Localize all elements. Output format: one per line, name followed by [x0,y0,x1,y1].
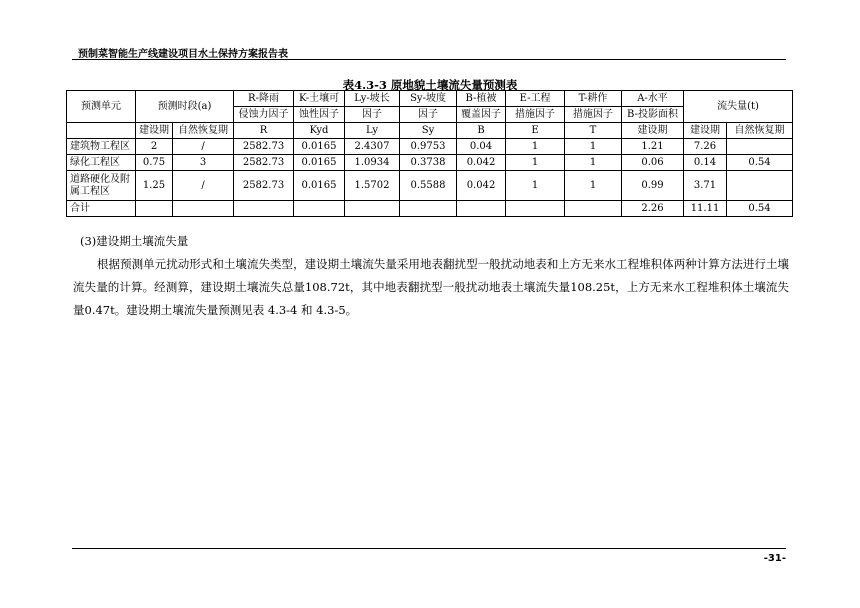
table-cell: 1.21 [622,139,684,155]
table-cell: 2582.73 [234,139,294,155]
header-loss: 流失量(t) [684,91,793,123]
table-cell: 0.54 [727,155,793,171]
table-cell [173,201,234,217]
table-cell: 2582.73 [234,171,294,201]
header-ly-sub: 因子 [345,107,400,123]
table-cell: 1.5702 [345,171,400,201]
header-k-sub: 蚀性因子 [294,107,345,123]
header-cell: Sy [400,123,457,139]
header-b-sub: 覆盖因子 [457,107,506,123]
table-cell: 2582.73 [234,155,294,171]
header-cell: T [565,123,622,139]
header-k: K-土壤可 [294,91,345,107]
header-t: T-耕作 [565,91,622,107]
header-cell: 建设期 [136,123,173,139]
table-cell [294,201,345,217]
table-cell: 0.14 [684,155,727,171]
table-cell: 0.75 [136,155,173,171]
table-cell: 2.26 [622,201,684,217]
table-cell: 1.25 [136,171,173,201]
table-cell: 0.9753 [400,139,457,155]
header-cell: R [234,123,294,139]
total-label: 合计 [67,201,136,217]
soil-loss-table [66,90,793,217]
table-cell [506,201,565,217]
header-unit: 预测单元 [67,91,136,123]
table-cell: 3 [173,155,234,171]
table-cell: 0.3738 [400,155,457,171]
table-cell: / [173,139,234,155]
table-cell: 2 [136,139,173,155]
table-cell: 7.26 [684,139,727,155]
table-cell [565,201,622,217]
table-cell: 0.54 [727,201,793,217]
header-e-sub: 措施因子 [506,107,565,123]
header-cell: 建设期 [684,123,727,139]
table-cell [727,139,793,155]
header-a: A-水平 [622,91,684,107]
table-cell: 0.042 [457,155,506,171]
table-cell: 1 [565,171,622,201]
header-r-sub: 侵蚀力因子 [234,107,294,123]
table-cell: 3.71 [684,171,727,201]
header-blank [67,123,136,139]
document-header-title: 预制菜智能生产线建设项目水土保持方案报告表 [78,49,288,60]
table-caption: 表4.3-3 原地貌土壤流失量预测表 [342,78,518,92]
table-cell: 0.042 [457,171,506,201]
header-sy-sub: 因子 [400,107,457,123]
table-cell: 2.4307 [345,139,400,155]
table-cell: 1 [565,155,622,171]
table-cell [727,171,793,201]
header-cell: 建设期 [622,123,684,139]
table-cell: 0.5588 [400,171,457,201]
table-cell [457,201,506,217]
table-header-row-3 [67,123,793,139]
table-cell [400,201,457,217]
table-row [67,155,793,171]
table-total-row [67,201,793,217]
header-cell: 自然恢复期 [173,123,234,139]
table-cell: 1.0934 [345,155,400,171]
table-cell: 0.04 [457,139,506,155]
header-cell: Ly [345,123,400,139]
table-cell [136,201,173,217]
table-cell: 0.06 [622,155,684,171]
header-sy: Sy-坡度 [400,91,457,107]
footer-rule [72,548,786,549]
row-unit: 建筑物工程区 [67,139,136,155]
table-cell: 1 [506,155,565,171]
header-e: E-工程 [506,91,565,107]
header-r: R-降雨 [234,91,294,107]
table-cell: 0.0165 [294,155,345,171]
header-a-sub: B-投影面积 [622,107,684,123]
header-period: 预测时段(a) [136,91,234,123]
header-t-sub: 措施因子 [565,107,622,123]
table-header-row-1 [67,91,793,107]
body-paragraph: 根据预测单元扰动形式和土壤流失类型，建设期土壤流失量采用地表翻扰型一般扰动地表和上方无来水工程堆积体两种计算方法进行土壤流失量的计算。经测算，建设期土壤流失总量108.72t，其中地表翻扰型一般扰动地表土壤流失量108.25t，上方无来水工程堆积体土壤流失量0.47t。建设期土壤流失量预测见表 4.3-4 和 4.3-5。 [73,257,789,317]
header-rule [72,59,786,60]
header-cell: E [506,123,565,139]
section-subtitle: (3)建设期土壤流失量 [80,234,189,248]
table-row [67,139,793,155]
table-row [67,171,793,201]
table-cell: 0.0165 [294,139,345,155]
table-cell: 1 [506,171,565,201]
page-number: -31- [763,553,786,564]
row-unit: 绿化工程区 [67,155,136,171]
table-cell: 0.0165 [294,171,345,201]
table-cell [234,201,294,217]
table-cell [345,201,400,217]
header-cell: 自然恢复期 [727,123,793,139]
header-cell: Kyd [294,123,345,139]
row-unit: 道路硬化及附属工程区 [67,171,136,201]
table-cell: / [173,171,234,201]
table-cell: 1 [506,139,565,155]
table-cell: 11.11 [684,201,727,217]
table-cell: 1 [565,139,622,155]
header-cell: B [457,123,506,139]
header-b: B-植被 [457,91,506,107]
header-ly: Ly-坡长 [345,91,400,107]
table-cell: 0.99 [622,171,684,201]
